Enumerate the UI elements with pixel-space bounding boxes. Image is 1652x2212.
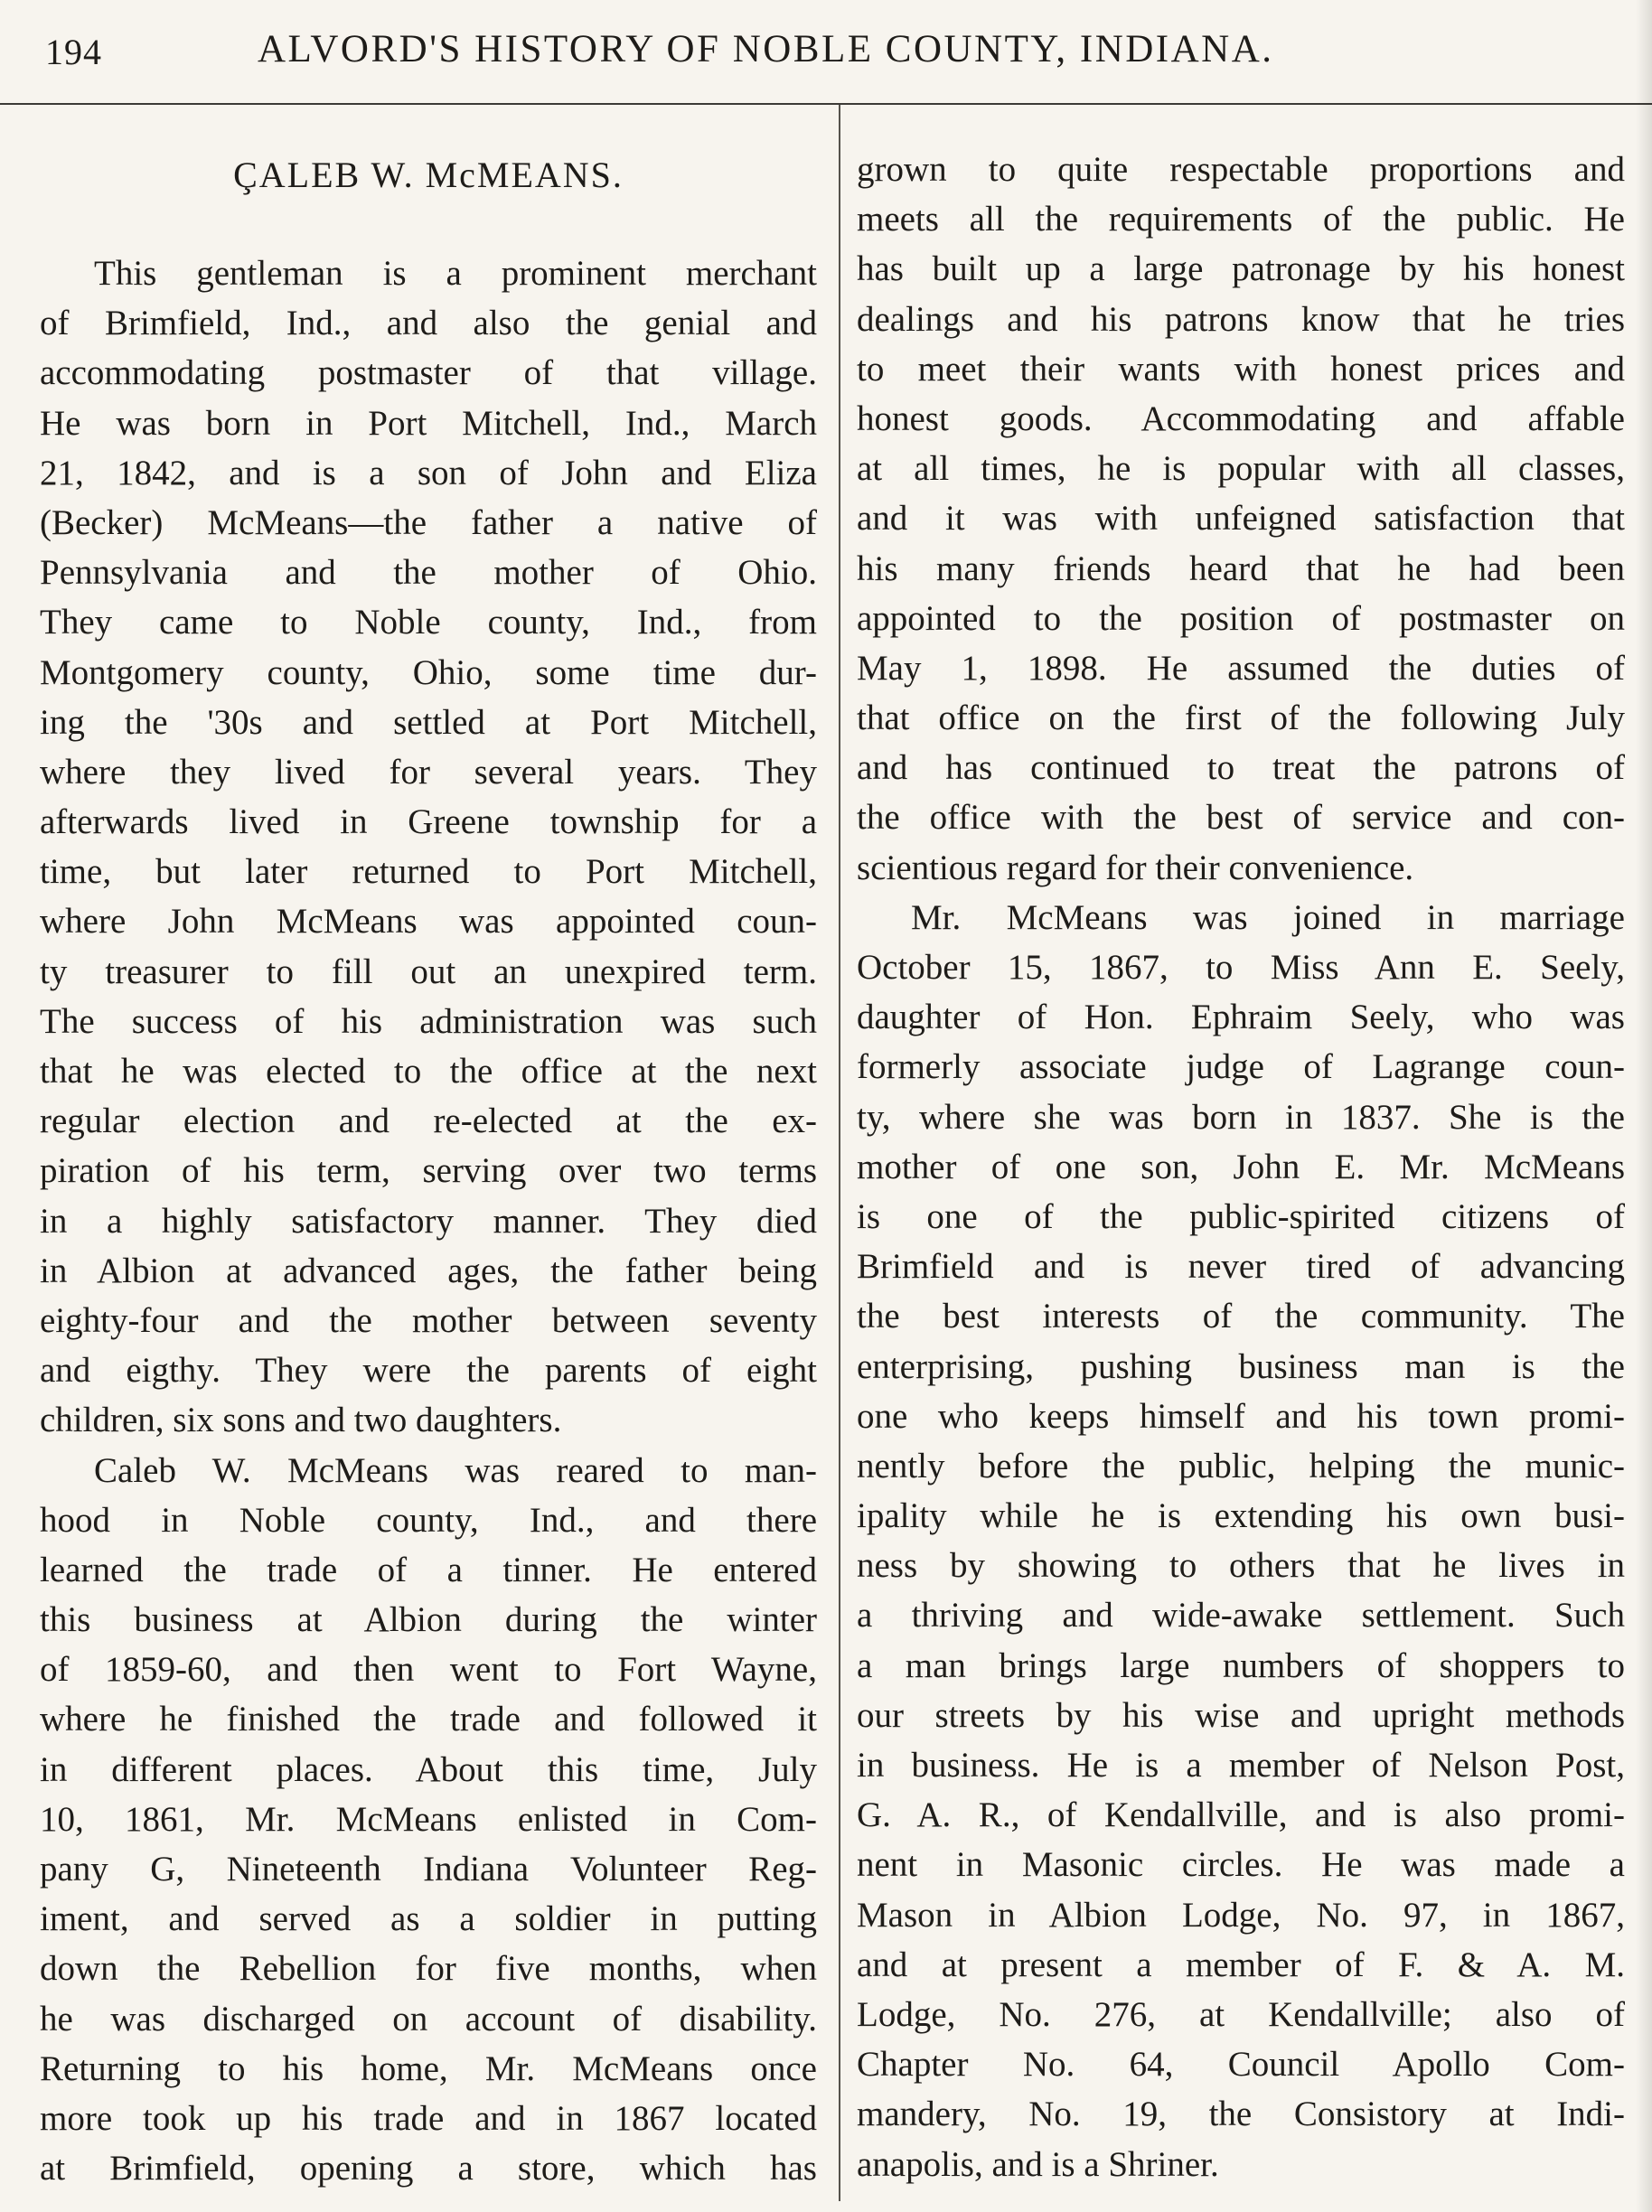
text-line: scientious regard for their convenience. — [857, 848, 1414, 887]
text-line: time, but later returned to Port Mitchell, — [40, 852, 817, 892]
text-line: piration of his term, serving over two terms — [40, 1151, 817, 1191]
text-line: and at present a member of F. & A. M. — [857, 1945, 1625, 1984]
page-edge-shadow — [1636, 0, 1652, 2212]
text-line: a man brings large numbers of shoppers to — [857, 1645, 1625, 1685]
text-line: 10, 1861, Mr. McMeans enlisted in Com- — [40, 1799, 817, 1839]
text-line: in a highly satisfactory manner. They died — [40, 1201, 817, 1241]
text-line: where he finished the trade and followed it — [40, 1700, 817, 1739]
text-line: has built up a large patronage by his honest — [857, 249, 1625, 289]
text-line: nently before the public, helping the munic- — [857, 1446, 1625, 1486]
text-line: Montgomery county, Ohio, some time dur- — [40, 652, 817, 692]
text-line: Chapter No. 64, Council Apollo Com- — [857, 2045, 1625, 2085]
left-column-text — [40, 248, 817, 2193]
text-line: ing the '30s and settled at Port Mitchell, — [40, 702, 817, 742]
text-line: anapolis, and is a Shriner. — [857, 2144, 1219, 2184]
right-column — [857, 145, 1625, 2189]
text-line: Pennsylvania and the mother of Ohio. — [40, 553, 817, 593]
text-line: meets all the requirements of the public. He — [857, 200, 1625, 239]
text-line: at all times, he is popular with all classes, — [857, 449, 1625, 489]
text-line: and eigthy. They were the parents of eight — [40, 1351, 817, 1391]
text-line: 21, 1842, and is a son of John and Eliza — [40, 453, 817, 492]
text-line: daughter of Hon. Ephraim Seely, who was — [857, 998, 1625, 1037]
text-line: Brimfield and is never tired of advancing — [857, 1247, 1625, 1287]
text-line: eighty-four and the mother between seventy — [40, 1300, 817, 1340]
text-line: the best interests of the community. The — [857, 1297, 1625, 1336]
text-line: nent in Masonic circles. He was made a — [857, 1845, 1625, 1885]
column-divider — [839, 105, 840, 2201]
text-line: hood in Noble county, Ind., and there — [40, 1500, 817, 1540]
text-line: (Becker) McMeans—the father a native of — [40, 502, 817, 542]
text-line: He was born in Port Mitchell, Ind., March — [40, 403, 817, 443]
text-line: Mason in Albion Lodge, No. 97, in 1867, — [857, 1895, 1625, 1935]
text-line: Returning to his home, Mr. McMeans once — [40, 2048, 817, 2088]
text-line: his many friends heard that he had been — [857, 548, 1625, 588]
text-line: that office on the first of the following July — [857, 698, 1625, 738]
text-line: that he was elected to the office at the next — [40, 1052, 817, 1091]
text-line: afterwards lived in Greene township for a — [40, 802, 817, 842]
text-line: This gentleman is a prominent merchant — [94, 254, 817, 293]
text-line: where they lived for several years. They — [40, 752, 817, 792]
text-line: learned the trade of a tinner. He entered — [40, 1550, 817, 1589]
text-line: dealings and his patrons know that he tries — [857, 299, 1625, 339]
running-head: ALVORD'S HISTORY OF NOBLE COUNTY, INDIANA. — [258, 28, 1274, 70]
text-line: grown to quite respectable proportions and — [857, 150, 1625, 189]
text-line: our streets by his wise and upright methods — [857, 1695, 1625, 1735]
text-line: Lodge, No. 276, at Kendallville; also of — [857, 1994, 1625, 2034]
text-line: in different places. About this time, July — [40, 1749, 817, 1789]
text-line: ty, where she was born in 1837. She is the — [857, 1097, 1625, 1137]
text-line: in Albion at advanced ages, the father being — [40, 1251, 817, 1290]
text-line: May 1, 1898. He assumed the duties of — [857, 648, 1625, 688]
text-line: appointed to the position of postmaster on — [857, 598, 1625, 638]
text-line: October 15, 1867, to Miss Ann E. Seely, — [857, 948, 1625, 987]
right-column-text — [857, 145, 1625, 2189]
text-line: Mr. McMeans was joined in marriage — [911, 897, 1625, 937]
text-line: of Brimfield, Ind., and also the genial and — [40, 304, 817, 343]
text-line: They came to Noble county, Ind., from — [40, 603, 817, 642]
text-line: one who keeps himself and his town promi- — [857, 1396, 1625, 1436]
text-line: enterprising, pushing business man is the — [857, 1346, 1625, 1386]
text-line: The success of his administration was such — [40, 1001, 817, 1041]
text-line: mother of one son, John E. Mr. McMeans — [857, 1147, 1625, 1186]
text-line: pany G, Nineteenth Indiana Volunteer Reg- — [40, 1850, 817, 1889]
text-line: children, six sons and two daughters. — [40, 1401, 562, 1440]
text-line: to meet their wants with honest prices and — [857, 349, 1625, 389]
text-line: formerly associate judge of Lagrange coun- — [857, 1047, 1625, 1087]
text-line: mandery, No. 19, the Consistory at Indi- — [857, 2095, 1625, 2134]
text-line: Caleb W. McMeans was reared to man- — [94, 1450, 817, 1490]
text-line: he was discharged on account of disability. — [40, 1999, 817, 2039]
article-title: ÇALEB W. McMEANS. — [233, 155, 624, 195]
page-number: 194 — [45, 32, 102, 72]
text-line: regular election and re-elected at the ex- — [40, 1101, 817, 1141]
text-line: this business at Albion during the winter — [40, 1600, 817, 1640]
text-line: down the Rebellion for five months, when — [40, 1949, 817, 1989]
text-line: in business. He is a member of Nelson Post, — [857, 1746, 1625, 1785]
text-line: honest goods. Accommodating and affable — [857, 398, 1625, 438]
text-line: is one of the public-spirited citizens of — [857, 1196, 1625, 1236]
text-line: more took up his trade and in 1867 located — [40, 2098, 817, 2138]
text-line: where John McMeans was appointed coun- — [40, 902, 817, 942]
text-line: the office with the best of service and con- — [857, 798, 1625, 838]
text-line: iment, and served as a soldier in putting — [40, 1899, 817, 1939]
text-line: at Brimfield, opening a store, which has — [40, 2149, 817, 2189]
text-line: G. A. R., of Kendallville, and is also promi- — [857, 1795, 1625, 1835]
text-line: of 1859-60, and then went to Fort Wayne, — [40, 1650, 817, 1690]
header-rule — [0, 103, 1652, 105]
text-line: ness by showing to others that he lives in — [857, 1546, 1625, 1586]
left-column — [40, 145, 817, 2193]
text-line: accommodating postmaster of that village. — [40, 353, 817, 393]
text-line: ty treasurer to fill out an unexpired term. — [40, 951, 817, 991]
text-line: and it was with unfeigned satisfaction that — [857, 499, 1625, 539]
text-line: a thriving and wide-awake settlement. Such — [857, 1596, 1625, 1636]
text-line: and has continued to treat the patrons of — [857, 748, 1625, 788]
text-line: ipality while he is extending his own busi- — [857, 1496, 1625, 1536]
